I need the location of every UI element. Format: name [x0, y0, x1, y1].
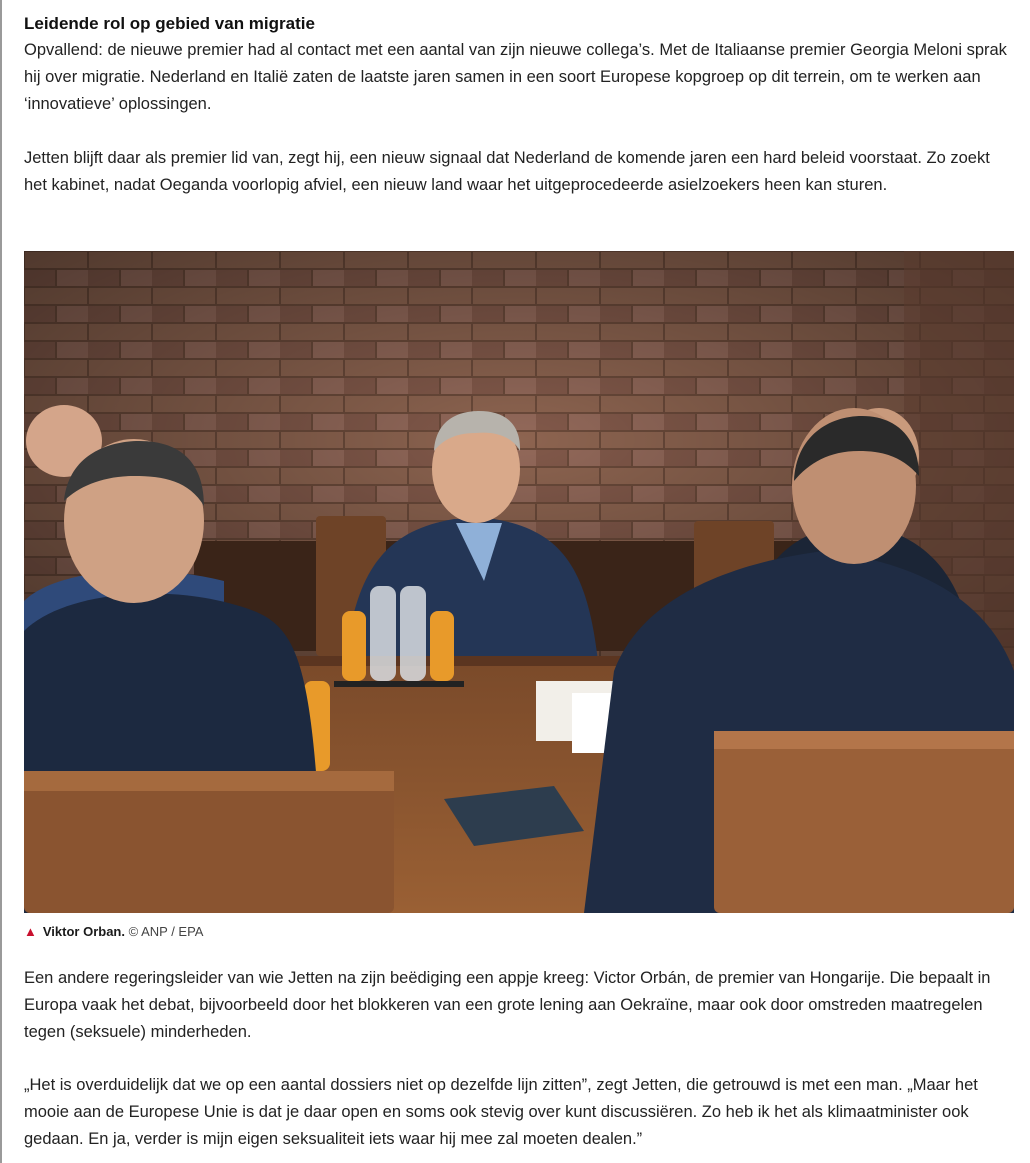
paragraph-orban: Een andere regeringsleider van wie Jetten na zijn beëdiging een appje kreeg: Victor Orbán, de premier van Hongarije. Die bepaalt in Europa vaak het debat, bijvoorbeeld door het blokkeren van een grote lening aan Oekraïne, maar ook door omstreden maatregelen tegen (seksuele) minderheden.	[24, 969, 991, 1041]
article-lower	[24, 965, 1014, 1153]
article-photo[interactable]	[24, 251, 1014, 913]
caption-triangle-icon: ▲	[24, 924, 37, 939]
caption-credit: © ANP / EPA	[128, 924, 204, 939]
paragraph-quote: „Het is overduidelijk dat we op een aantal dossiers niet op dezelfde lijn zitten”, zegt Jetten, die getrouwd is met een man. „Maar het mooie aan de Europese Unie is dat je daar open en soms ook stevig over kunt discussiëren. Zo heb ik het als klimaatminister ook gedaan. En ja, verder is mijn eigen seksualiteit iets waar hij mee zal moeten dealen.”	[24, 1076, 978, 1148]
photo-caption	[24, 924, 203, 940]
left-border-rule	[0, 0, 2, 1163]
article-body	[24, 0, 1014, 1148]
paragraph-jetten-policy: Jetten blijft daar als premier lid van, zegt hij, een nieuw signaal dat Nederland de komende jaren een hard beleid voorstaat. Zo zoekt het kabinet, nadat Oeganda voorlopig afviel, een nieuw land waar het uitgeprocedeerde asielzoekers heen kan sturen.	[24, 149, 990, 194]
paragraph-meloni: Opvallend: de nieuwe premier had al contact met een aantal van zijn nieuwe collega’s. Met de Italiaanse premier Georgia Meloni sprak hij over migratie. Nederland en Italië zaten de laatste jaren samen in een soort Europese kopgroep op dit terrein, om te werken aan ‘innovatieve’ oplossingen.	[24, 41, 1007, 113]
section-heading: Leidende rol op gebied van migratie	[24, 14, 315, 33]
meeting-photo-illustration	[24, 251, 1014, 913]
caption-name: Viktor Orban.	[42, 924, 125, 939]
